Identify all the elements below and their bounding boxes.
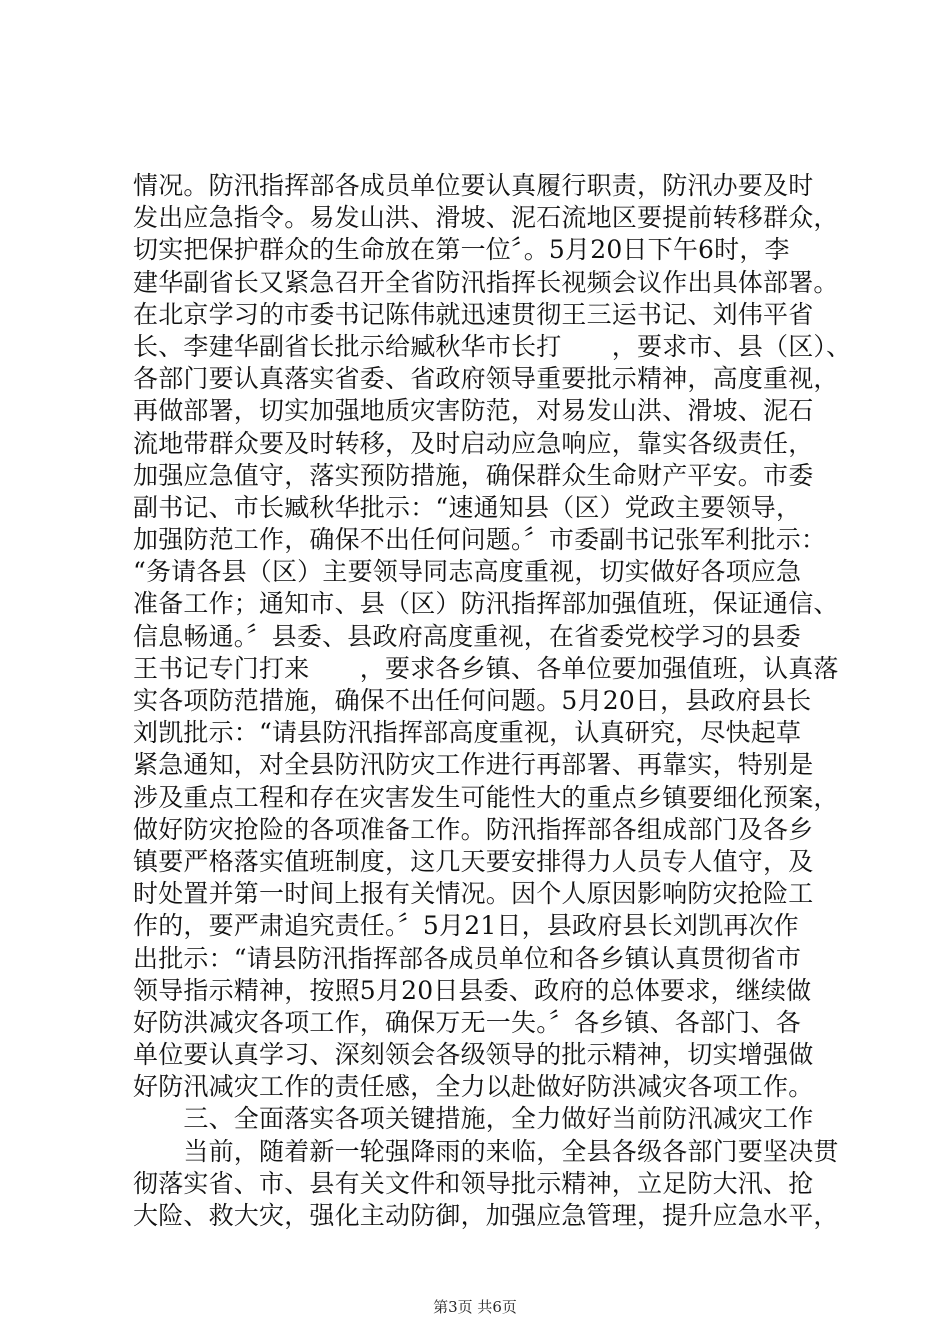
text-line: 刘凯批示：“请县防汛指挥部高度重视，认真研究，尽快起草 xyxy=(133,718,802,748)
page-footer: 第3页 共6页 xyxy=(433,1298,517,1316)
text-line: 切实把保护群众的生命放在第一位〞。5月20日下午6时，李 xyxy=(133,235,790,265)
text-line: “务请各县（区）主要领导同志高度重视，切实做好各项应急 xyxy=(133,557,802,587)
text-line: 作的，要严肃追究责任。〞5月21日，县政府县长刘凯再次作 xyxy=(133,911,799,941)
text-line: 领导指示精神，按照5月20日县委、政府的总体要求，继续做 xyxy=(133,975,812,1005)
text-line: 加强应急值守，落实预防措施，确保群众生命财产平安。市委 xyxy=(133,460,814,490)
text-line: 长、李建华副省长批示给臧秋华市长打 ，要求市、县（区）、 xyxy=(133,331,852,361)
text-line: 三、全面落实各项关键措施，全力做好当前防汛减灾工作 xyxy=(133,1104,814,1134)
text-line: 单位要认真学习、深刻领会各级领导的批示精神，切实增强做 xyxy=(133,1040,814,1070)
text-line: 大险、救大灾，强化主动防御，加强应急管理，提升应急水平， xyxy=(133,1201,839,1230)
text-line: 好防洪减灾各项工作，确保万无一失。〞各乡镇、各部门、各 xyxy=(133,1007,801,1037)
text-line: 各部门要认真落实省委、省政府领导重要批示精神，高度重视， xyxy=(133,364,839,394)
text-line: 加强防范工作，确保不出任何问题。〞市委副书记张军利批示： xyxy=(133,525,827,555)
text-line: 实各项防范措施，确保不出任何问题。5月20日，县政府县长 xyxy=(133,686,812,715)
text-line: 准备工作；通知市、县（区）防汛指挥部加强值班，保证通信、 xyxy=(133,589,839,619)
text-line: 再做部署，切实加强地质灾害防范，对易发山洪、滑坡、泥石 xyxy=(133,396,814,426)
text-line: 紧急通知，对全县防汛防灾工作进行再部署、再靠实，特别是 xyxy=(133,750,814,780)
body-text xyxy=(133,170,852,1232)
text-line: 副书记、市长臧秋华批示：“速通知县（区）党政主要领导， xyxy=(133,492,802,522)
text-line: 彻落实省、市、县有关文件和领导批示精神，立足防大汛、抢 xyxy=(133,1168,814,1198)
text-line: 王书记专门打来 ，要求各乡镇、各单位要加强值班，认真落 xyxy=(133,653,839,683)
text-line: 做好防灾抢险的各项准备工作。防汛指挥部各组成部门及各乡 xyxy=(133,814,814,844)
text-line: 发出应急指令。易发山洪、滑坡、泥石流地区要提前转移群众， xyxy=(133,203,839,233)
text-line: 镇要严格落实值班制度，这几天要安排得力人员专人值守，及 xyxy=(133,846,814,876)
text-line: 时处置并第一时间上报有关情况。因个人原因影响防灾抢险工 xyxy=(133,879,814,909)
text-line: 当前，随着新一轮强降雨的来临，全县各级各部门要坚决贯 xyxy=(133,1136,839,1166)
text-line: 涉及重点工程和存在灾害发生可能性大的重点乡镇要细化预案， xyxy=(133,782,839,812)
text-line: 情况。防汛指挥部各成员单位要认真履行职责，防汛办要及时 xyxy=(133,171,814,200)
text-line: 建华副省长又紧急召开全省防汛指挥长视频会议作出具体部署。 xyxy=(133,267,839,297)
text-line: 好防汛减灾工作的责任感，全力以赴做好防洪减灾各项工作。 xyxy=(133,1072,814,1102)
text-line: 流地带群众要及时转移，及时启动应急响应，靠实各级责任， xyxy=(133,428,814,458)
text-line: 在北京学习的市委书记陈伟就迅速贯彻王三运书记、刘伟平省 xyxy=(133,299,814,329)
text-line: 出批示：“请县防汛指挥部各成员单位和各乡镇认真贯彻省市 xyxy=(133,943,802,973)
text-line: 信息畅通。〞县委、县政府高度重视，在省委党校学习的县委 xyxy=(133,621,801,651)
